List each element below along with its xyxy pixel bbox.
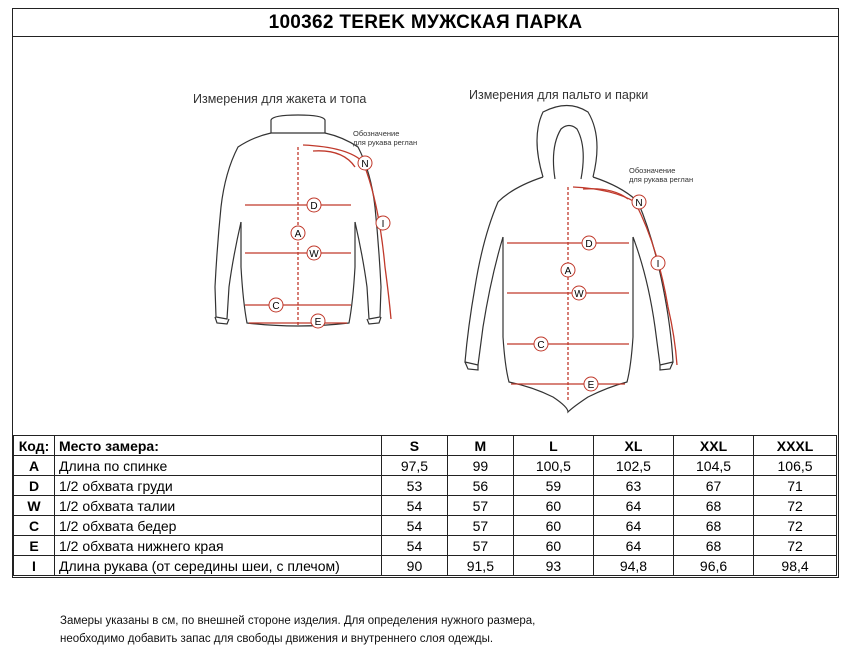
row-place: 1/2 обхвата груди (55, 476, 382, 496)
row-value: 57 (447, 496, 513, 516)
parka-note-line2: для рукава реглан (629, 175, 694, 184)
row-value: 57 (447, 516, 513, 536)
jacket-label-i: I (381, 219, 385, 230)
table-row (14, 556, 837, 576)
col-size-xl: XL (593, 436, 673, 456)
row-value: 67 (674, 476, 754, 496)
page-title: 100362 TEREK МУЖСКАЯ ПАРКА (13, 9, 838, 37)
row-place: 1/2 обхвата нижнего края (55, 536, 382, 556)
parka-subtitle: Измерения для пальто и парки (469, 88, 649, 102)
table-row (14, 496, 837, 516)
row-code: C (14, 516, 55, 536)
jacket-label-w: W (309, 249, 319, 260)
table-row (14, 476, 837, 496)
row-value: 68 (674, 516, 754, 536)
row-value: 106,5 (754, 456, 837, 476)
jacket-label-a: A (294, 229, 302, 240)
row-code: W (14, 496, 55, 516)
row-value: 54 (382, 496, 448, 516)
jacket-markers (269, 156, 390, 328)
row-value: 94,8 (593, 556, 673, 576)
col-size-s: S (382, 436, 448, 456)
row-value: 53 (382, 476, 448, 496)
row-value: 72 (754, 516, 837, 536)
size-table-body (14, 456, 837, 576)
table-row (14, 536, 837, 556)
row-place: 1/2 обхвата бедер (55, 516, 382, 536)
parka-label-a: A (564, 266, 572, 277)
row-value: 64 (593, 536, 673, 556)
row-value: 60 (513, 536, 593, 556)
row-value: 64 (593, 516, 673, 536)
jacket-note-line1: Обозначение (353, 129, 400, 138)
jacket-label-d: D (310, 201, 318, 212)
row-value: 57 (447, 536, 513, 556)
col-size-l: L (513, 436, 593, 456)
row-value: 96,6 (674, 556, 754, 576)
row-value: 102,5 (593, 456, 673, 476)
footer-line-2: необходимо добавить запас для свободы движения и внутреннего слоя одежды. (60, 633, 494, 645)
jacket-note-line2: для рукава реглан (353, 138, 418, 147)
size-table (13, 435, 837, 576)
row-value: 91,5 (447, 556, 513, 576)
footer-line-1: Замеры указаны в см, по внешней стороне изделия. Для определения нужного размера, (60, 615, 536, 627)
row-value: 56 (447, 476, 513, 496)
parka-outline (465, 106, 673, 413)
parka-measure-lines (507, 187, 677, 402)
parka-label-n: N (635, 198, 643, 209)
footer-note (60, 612, 535, 648)
row-value: 90 (382, 556, 448, 576)
jacket-label-e: E (314, 317, 322, 328)
col-size-xxl: XXL (674, 436, 754, 456)
row-value: 60 (513, 496, 593, 516)
row-value: 54 (382, 536, 448, 556)
row-code: A (14, 456, 55, 476)
table-row (14, 456, 837, 476)
row-code: D (14, 476, 55, 496)
parka-label-i: I (656, 259, 660, 270)
table-header-row (14, 436, 837, 456)
row-value: 68 (674, 536, 754, 556)
row-value: 71 (754, 476, 837, 496)
garment-drawings (13, 37, 837, 443)
row-value: 104,5 (674, 456, 754, 476)
row-code: E (14, 536, 55, 556)
row-value: 64 (593, 496, 673, 516)
row-value: 93 (513, 556, 593, 576)
col-place-header: Место замера: (55, 436, 382, 456)
row-place: Длина рукава (от середины шеи, с плечом) (55, 556, 382, 576)
row-value: 59 (513, 476, 593, 496)
col-size-xxxl: XXXL (754, 436, 837, 456)
col-size-m: M (447, 436, 513, 456)
jacket-subtitle: Измерения для жакета и топа (193, 92, 367, 106)
parka-label-w: W (574, 289, 584, 300)
parka-label-c: C (537, 340, 545, 351)
row-value: 60 (513, 516, 593, 536)
jacket-label-n: N (361, 159, 369, 170)
row-value: 68 (674, 496, 754, 516)
row-value: 99 (447, 456, 513, 476)
table-row (14, 516, 837, 536)
measurement-diagram (13, 37, 837, 443)
jacket-label-c: C (272, 301, 280, 312)
jacket-measure-lines (245, 145, 391, 325)
parka-label-d: D (585, 239, 593, 250)
row-value: 97,5 (382, 456, 448, 476)
parka-note-line1: Обозначение (629, 166, 676, 175)
row-value: 98,4 (754, 556, 837, 576)
row-value: 54 (382, 516, 448, 536)
row-value: 100,5 (513, 456, 593, 476)
row-code: I (14, 556, 55, 576)
row-place: Длина по спинке (55, 456, 382, 476)
row-value: 72 (754, 496, 837, 516)
row-value: 72 (754, 536, 837, 556)
row-place: 1/2 обхвата талии (55, 496, 382, 516)
row-value: 63 (593, 476, 673, 496)
col-code-header: Код: (14, 436, 55, 456)
size-chart-sheet (12, 8, 839, 578)
parka-label-e: E (587, 380, 595, 391)
